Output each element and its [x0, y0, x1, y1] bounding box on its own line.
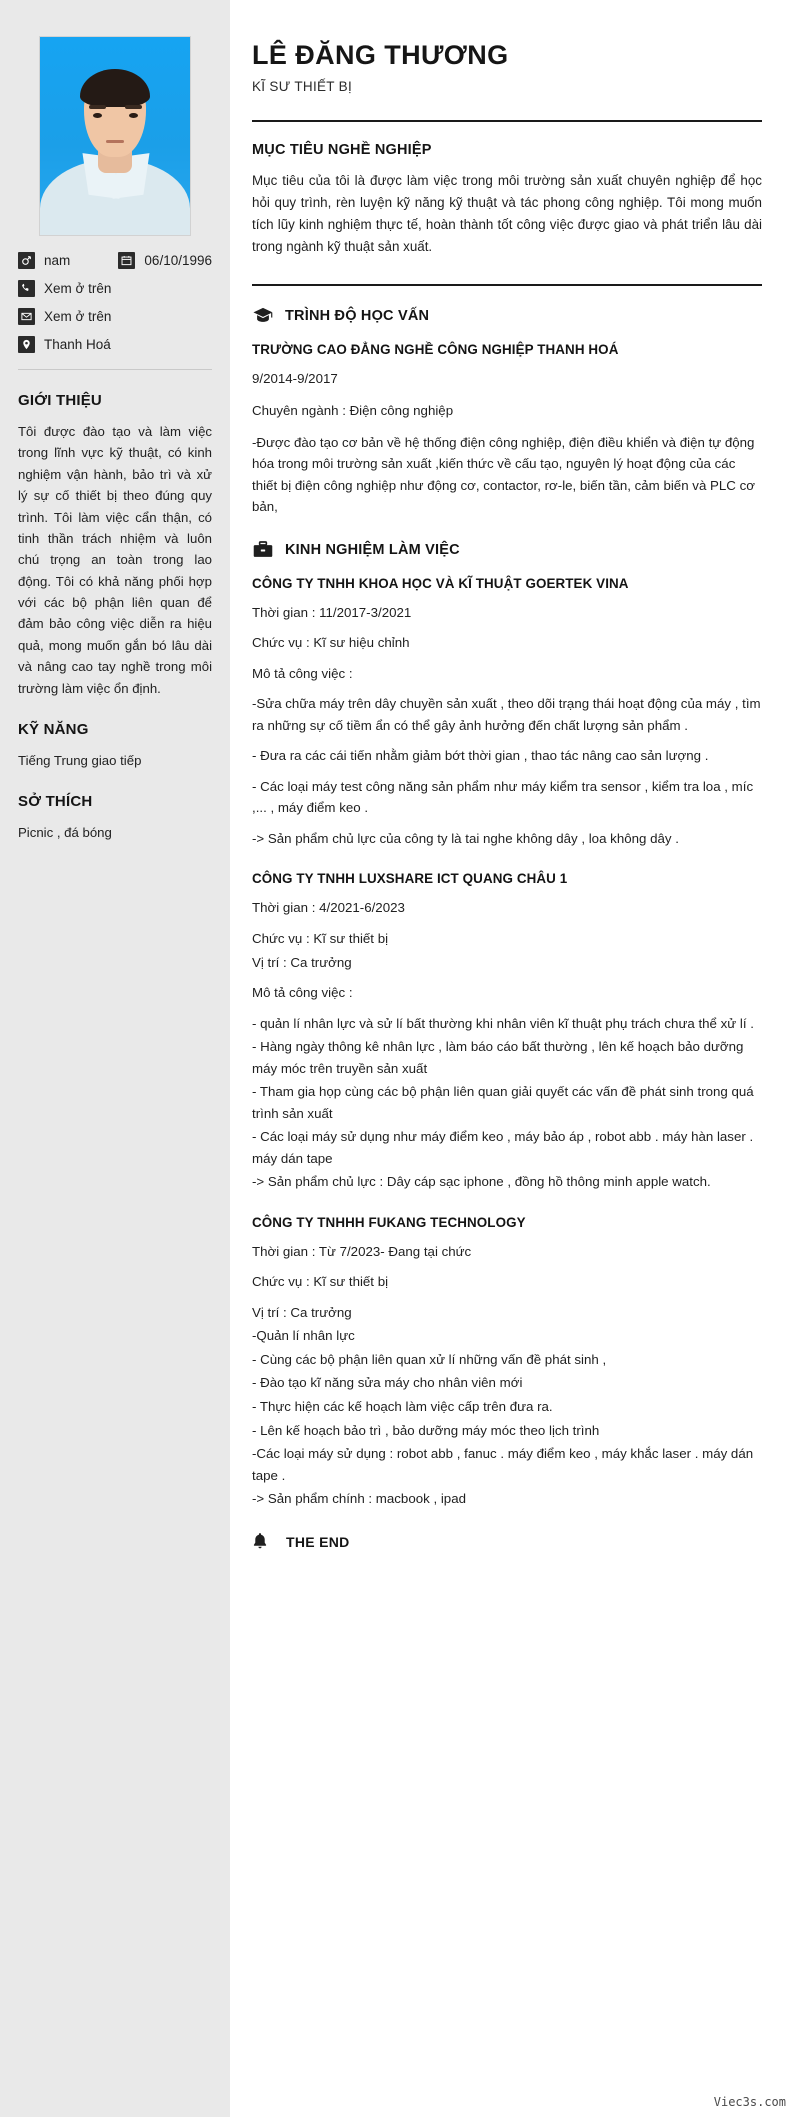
experience-role: Chức vụ : Kĩ sư hiệu chỉnh	[252, 635, 410, 651]
contact-birthday-label: 06/10/1996	[144, 253, 212, 268]
contact-email-label: Xem ở trên	[44, 309, 112, 324]
education-heading: TRÌNH ĐỘ HỌC VẤN	[285, 308, 430, 325]
education-period: 9/2014-9/2017	[252, 371, 338, 387]
experience-desc-line: - Hàng ngày thông kê nhân lực , làm báo cáo bất thường , lên kế hoạch bảo dưỡng máy móc trên truyền sản xuất	[252, 1039, 744, 1076]
experience-role: Chức vụ : Kĩ sư thiết bị	[252, 1274, 389, 1290]
experience-desc-line: -> Sản phẩm chính : macbook , ipad	[252, 1491, 466, 1507]
watermark: Viec3s.com	[713, 2095, 786, 2109]
contact-gender	[18, 252, 70, 269]
experience-desc-line: -Sửa chữa máy trên dây chuyền sản xuất , theo dõi trạng thái hoạt động của máy , tìm ra những sự cố tiềm ẩn có thể gây ảnh hưởng đến chất lượng sản phẩm .	[252, 696, 761, 733]
intro-text: Tôi được đào tạo và làm việc trong lĩnh vực kỹ thuật, có kinh nghiệm vận hành, bảo trì và xử lý sự cố thiết bị theo đúng quy trình. Tôi làm việc cẩn thận, có tinh thần trách nhiệm và luôn chú trọng an toàn trong lao động. Tôi có khả năng phối hợp với các bộ phận liên quan để đảm bảo công việc diễn ra hiệu quả, mong muốn gắn bó lâu dài và nâng cao tay nghề trong môi trường làm việc ổn định.	[18, 424, 212, 696]
contact-gender-label: nam	[44, 253, 71, 268]
main-content	[230, 0, 800, 2117]
education-detail: -Được đào tạo cơ bản về hệ thống điện công nghiệp, điện điều khiển và điện tự động hóa trong môi trường sản xuất ,kiến thức về cấu tạo, nguyên lý hoạt động của các thiết bị điện công nghiệp như động cơ, contactor, rơ-le, biến tần, cảm biến và PLC cơ bản,	[252, 434, 755, 515]
page-title: LÊ ĐĂNG THƯƠNG	[252, 40, 509, 70]
education-body	[252, 368, 762, 517]
contact-row-top	[18, 252, 212, 269]
intro-heading: GIỚI THIỆU	[18, 392, 102, 409]
contact-birthday	[118, 252, 212, 269]
experience-period: Thời gian : Từ 7/2023- Đang tại chức	[252, 1243, 472, 1259]
experience-desc-line: - Đào tạo kĩ năng sửa máy cho nhân viên mới	[252, 1375, 523, 1391]
contact-email[interactable]	[18, 308, 212, 325]
experience-role: Chức vụ : Kĩ sư thiết bị	[252, 930, 389, 946]
experience-item	[252, 1215, 762, 1510]
experience-description	[252, 1302, 762, 1510]
experience-desc-line: - Tham gia họp cùng các bộ phận liên quan giải quyết các vấn đề phát sinh trong quá trình sản xuất	[252, 1084, 754, 1121]
experience-company: CÔNG TY TNHH KHOA HỌC VÀ KĨ THUẬT GOERTEK VINA	[252, 575, 629, 591]
experience-desc-line: -Các loại máy sử dụng : robot abb , fanuc . máy điểm keo , máy khắc laser . máy dán tape .	[252, 1446, 754, 1483]
experience-company: CÔNG TY TNHH LUXSHARE ICT QUANG CHÂU 1	[252, 871, 568, 887]
avatar	[39, 36, 191, 236]
contact-location-label: Thanh Hoá	[44, 337, 111, 352]
experience-desc-line: - Lên kế hoạch bảo trì , bảo dưỡng máy móc theo lịch trình	[252, 1422, 600, 1438]
experience-desc-label: Mô tả công việc :	[252, 985, 353, 1001]
gender-icon	[18, 252, 35, 269]
graduation-cap-icon	[252, 306, 274, 326]
experience-heading: KINH NGHIỆM LÀM VIỆC	[285, 541, 460, 558]
experience-item	[252, 576, 762, 850]
experience-desc-line: - Cùng các bộ phận liên quan xử lí những vấn đề phát sinh ,	[252, 1351, 607, 1367]
experience-desc-line: -> Sản phẩm chủ lực của công ty là tai nghe không dây , loa không dây .	[252, 830, 679, 846]
experience-desc-line: - Các loại máy sử dụng như máy điểm keo , máy bảo áp , robot abb . máy hàn laser . máy dán tape	[252, 1129, 754, 1166]
calendar-icon	[118, 252, 135, 269]
experience-desc-line: - Thực hiện các kế hoạch làm việc cấp trên đưa ra.	[252, 1399, 553, 1415]
briefcase-icon	[252, 540, 274, 560]
experience-desc-line: - quản lí nhân lực và sử lí bất thường khi nhân viên kĩ thuật phụ trách chưa thể xử lí .	[252, 1015, 754, 1031]
section-education	[252, 306, 762, 517]
section-objective	[252, 142, 762, 258]
contact-phone[interactable]	[18, 280, 212, 297]
location-icon	[18, 336, 35, 353]
job-title: KĨ SƯ THIẾT BỊ	[252, 79, 353, 95]
the-end-label: THE END	[286, 1533, 350, 1550]
contact-location	[18, 336, 212, 353]
hobbies-heading: SỞ THÍCH	[18, 793, 93, 810]
experience-description	[252, 693, 762, 849]
skills-heading: KỸ NĂNG	[18, 720, 89, 738]
divider-education	[252, 284, 762, 286]
divider-objective	[252, 120, 762, 122]
education-heading-row	[252, 306, 762, 326]
education-major: Chuyên ngành : Điện công nghiệp	[252, 403, 454, 419]
experience-desc-line: -Quản lí nhân lực	[252, 1328, 355, 1344]
education-school: TRƯỜNG CAO ĐẲNG NGHỀ CÔNG NGHIỆP THANH HOÁ	[252, 342, 619, 358]
portrait-photo	[40, 37, 190, 235]
phone-icon	[18, 280, 35, 297]
contact-info	[18, 252, 212, 370]
experience-item	[252, 871, 762, 1192]
skill-item: Tiếng Trung giao tiếp	[18, 752, 142, 768]
objective-text: Mục tiêu của tôi là được làm việc trong môi trường sản xuất chuyên nghiệp để học hỏi quy trình, rèn luyện kỹ năng kỹ thuật và tác phong công nghiệp. Tôi mong muốn tích lũy kinh nghiệm thực tế, hoàn thành tốt công việc được giao và phát triển lâu dài trong ngành kỹ thuật sản xuất.	[252, 173, 762, 255]
section-experience	[252, 540, 762, 1510]
experience-period: Thời gian : 4/2021-6/2023	[252, 900, 405, 916]
the-end-row	[252, 1532, 762, 1552]
contact-phone-label: Xem ở trên	[44, 281, 112, 296]
experience-description	[252, 1013, 762, 1193]
email-icon	[18, 308, 35, 325]
experience-desc-line: -> Sản phẩm chủ lực : Dây cáp sạc iphone , đồng hồ thông minh apple watch.	[252, 1174, 711, 1190]
hobby-item: Picnic , đá bóng	[18, 825, 112, 840]
sidebar	[0, 0, 230, 2117]
experience-desc-label: Mô tả công việc :	[252, 665, 353, 681]
bell-icon	[252, 1532, 274, 1552]
experience-desc-line: - Đưa ra các cái tiến nhằm giảm bớt thời gian , thao tác nâng cao sản lượng .	[252, 748, 709, 764]
experience-desc-line: - Các loại máy test công năng sản phẩm như máy kiểm tra sensor , kiểm tra loa , míc ,... , máy điểm keo .	[252, 778, 754, 816]
objective-heading: MỤC TIÊU NGHỀ NGHIỆP	[252, 142, 432, 159]
experience-position: Vị trí : Ca trưởng	[252, 1304, 352, 1320]
experience-position: Vị trí : Ca trưởng	[252, 954, 352, 970]
experience-heading-row	[252, 540, 762, 560]
experience-company: CÔNG TY TNHHH FUKANG TECHNOLOGY	[252, 1214, 526, 1230]
experience-period: Thời gian : 11/2017-3/2021	[252, 604, 412, 620]
